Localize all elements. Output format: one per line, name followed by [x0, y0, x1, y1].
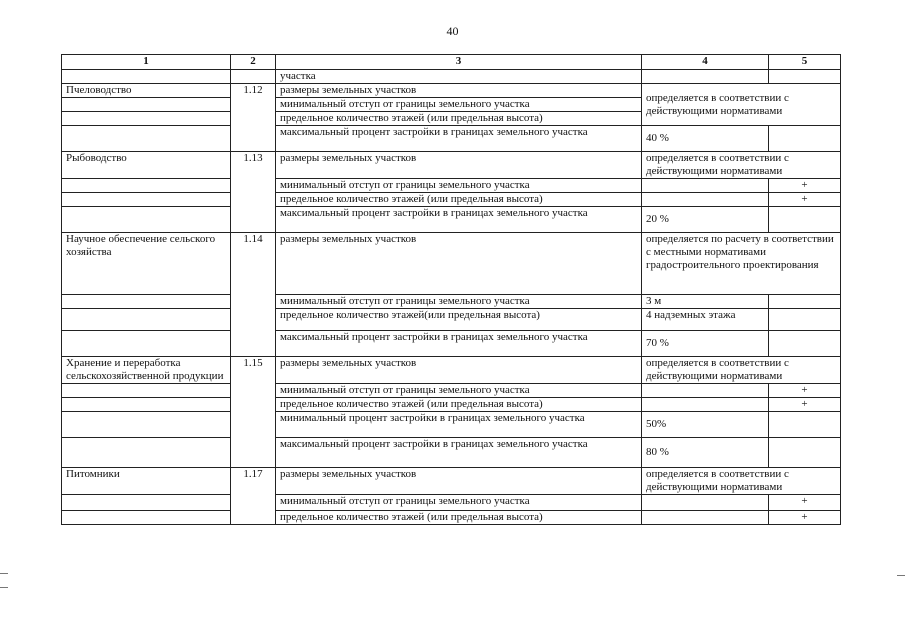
- table-row: [62, 412, 841, 438]
- parameter-value: 4 надземных этажа: [642, 309, 769, 331]
- land-use-name: Научное обеспечение сельского хозяйства: [62, 233, 231, 295]
- parameter-value-merged: определяется в соответствии с действующими нормативами: [642, 468, 841, 495]
- header-col-4: 4: [642, 55, 769, 70]
- land-use-code: 1.17: [231, 468, 276, 525]
- table-row: [62, 495, 841, 511]
- table-row: [62, 511, 841, 525]
- parameter-mark: [769, 295, 841, 309]
- margin-marks-left: [0, 560, 8, 590]
- land-use-code: 1.13: [231, 152, 276, 233]
- land-use-name-empty: [62, 309, 231, 331]
- regulations-table: [61, 54, 840, 525]
- land-use-name: Рыбоводство: [62, 152, 231, 179]
- parameter-value-merged: определяется в соответствии с действующими нормативами: [642, 84, 841, 126]
- table-row: [62, 126, 841, 152]
- parameter-value: 20 %: [642, 207, 769, 233]
- table-header-row: [62, 55, 841, 70]
- parameter-value: 3 м: [642, 295, 769, 309]
- parameter-value-merged: определяется в соответствии с действующими нормативами: [642, 152, 841, 179]
- table-row: [62, 331, 841, 357]
- land-use-name-empty: [62, 179, 231, 193]
- parameter-name: предельное количество этажей(или предельная высота): [276, 309, 642, 331]
- table-row: [62, 438, 841, 468]
- table-row: [62, 207, 841, 233]
- parameter-name: предельное количество этажей (или предельная высота): [276, 193, 642, 207]
- table-row: [62, 193, 841, 207]
- parameter-mark: [769, 70, 841, 84]
- land-use-name-empty: [62, 511, 231, 525]
- table-row: [62, 398, 841, 412]
- land-use-code: 1.15: [231, 357, 276, 468]
- parameter-name: максимальный процент застройки в границах земельного участка: [276, 331, 642, 357]
- parameter-value: [642, 193, 769, 207]
- parameter-name: предельное количество этажей (или предельная высота): [276, 398, 642, 412]
- land-use-name: Питомники: [62, 468, 231, 495]
- table-row: [62, 152, 841, 179]
- parameter-name: минимальный отступ от границы земельного участка: [276, 384, 642, 398]
- parameter-mark: +: [769, 511, 841, 525]
- parameter-value: 40 %: [642, 126, 769, 152]
- land-use-code: 1.14: [231, 233, 276, 357]
- table-row: [62, 179, 841, 193]
- header-col-2: 2: [231, 55, 276, 70]
- parameter-name: размеры земельных участков: [276, 357, 642, 384]
- land-use-name-empty: [62, 98, 231, 112]
- land-use-name-empty: [62, 384, 231, 398]
- table-row: [62, 84, 841, 98]
- parameter-name: минимальный отступ от границы земельного участка: [276, 98, 642, 112]
- parameter-value: [642, 70, 769, 84]
- margin-mark-right: [897, 575, 905, 576]
- header-col-3: 3: [276, 55, 642, 70]
- land-use-name-empty: [62, 112, 231, 126]
- table-row: [62, 295, 841, 309]
- land-use-name-empty: [62, 193, 231, 207]
- parameter-value: [642, 384, 769, 398]
- parameter-mark: +: [769, 179, 841, 193]
- land-use-code: [231, 70, 276, 84]
- parameter-mark: +: [769, 384, 841, 398]
- parameter-value: [642, 179, 769, 193]
- land-use-name: [62, 70, 231, 84]
- land-use-name: Хранение и переработка сельскохозяйственной продукции: [62, 357, 231, 384]
- parameter-value: [642, 398, 769, 412]
- header-col-5: 5: [769, 55, 841, 70]
- land-use-name-empty: [62, 438, 231, 468]
- land-use-name-empty: [62, 295, 231, 309]
- parameter-mark: [769, 309, 841, 331]
- table-row: [62, 233, 841, 295]
- parameter-name: размеры земельных участков: [276, 84, 642, 98]
- land-use-code: 1.12: [231, 84, 276, 152]
- parameter-value: 70 %: [642, 331, 769, 357]
- parameter-name: минимальный отступ от границы земельного участка: [276, 179, 642, 193]
- parameter-name: размеры земельных участков: [276, 233, 642, 295]
- parameter-mark: [769, 438, 841, 468]
- land-use-name: Пчеловодство: [62, 84, 231, 98]
- parameter-value: 50%: [642, 412, 769, 438]
- parameter-name: максимальный процент застройки в границах земельного участка: [276, 207, 642, 233]
- land-use-name-empty: [62, 495, 231, 511]
- parameter-name: предельное количество этажей (или предельная высота): [276, 112, 642, 126]
- land-use-name-empty: [62, 207, 231, 233]
- page-number: 40: [446, 24, 459, 38]
- parameter-mark: [769, 207, 841, 233]
- parameter-name: минимальный отступ от границы земельного участка: [276, 295, 642, 309]
- parameter-name: предельное количество этажей (или предельная высота): [276, 511, 642, 525]
- table-row: [62, 468, 841, 495]
- parameter-mark: +: [769, 398, 841, 412]
- parameter-value: 80 %: [642, 438, 769, 468]
- parameter-mark: +: [769, 193, 841, 207]
- parameter-value: [642, 511, 769, 525]
- parameter-mark: +: [769, 495, 841, 511]
- parameter-name: максимальный процент застройки в границах земельного участка: [276, 438, 642, 468]
- parameter-mark: [769, 126, 841, 152]
- table-row: [62, 309, 841, 331]
- header-col-1: 1: [62, 55, 231, 70]
- parameter-name: размеры земельных участков: [276, 152, 642, 179]
- land-use-name-empty: [62, 331, 231, 357]
- table-row: [62, 384, 841, 398]
- parameter-name: максимальный процент застройки в границах земельного участка: [276, 126, 642, 152]
- parameter-value-merged: определяется в соответствии с действующими нормативами: [642, 357, 841, 384]
- land-use-name-empty: [62, 126, 231, 152]
- parameter-value-merged: определяется по расчету в соответствии с местными нормативами градостроительного проектирования: [642, 233, 841, 295]
- parameter-name: минимальный отступ от границы земельного участка: [276, 495, 642, 511]
- land-use-name-empty: [62, 412, 231, 438]
- parameter-value: [642, 495, 769, 511]
- parameter-mark: [769, 331, 841, 357]
- parameter-name: размеры земельных участков: [276, 468, 642, 495]
- land-use-name-empty: [62, 398, 231, 412]
- parameter-name: минимальный процент застройки в границах земельного участка: [276, 412, 642, 438]
- parameter-name: участка: [276, 70, 642, 84]
- table-row: [62, 70, 841, 84]
- parameter-mark: [769, 412, 841, 438]
- table-row: [62, 357, 841, 384]
